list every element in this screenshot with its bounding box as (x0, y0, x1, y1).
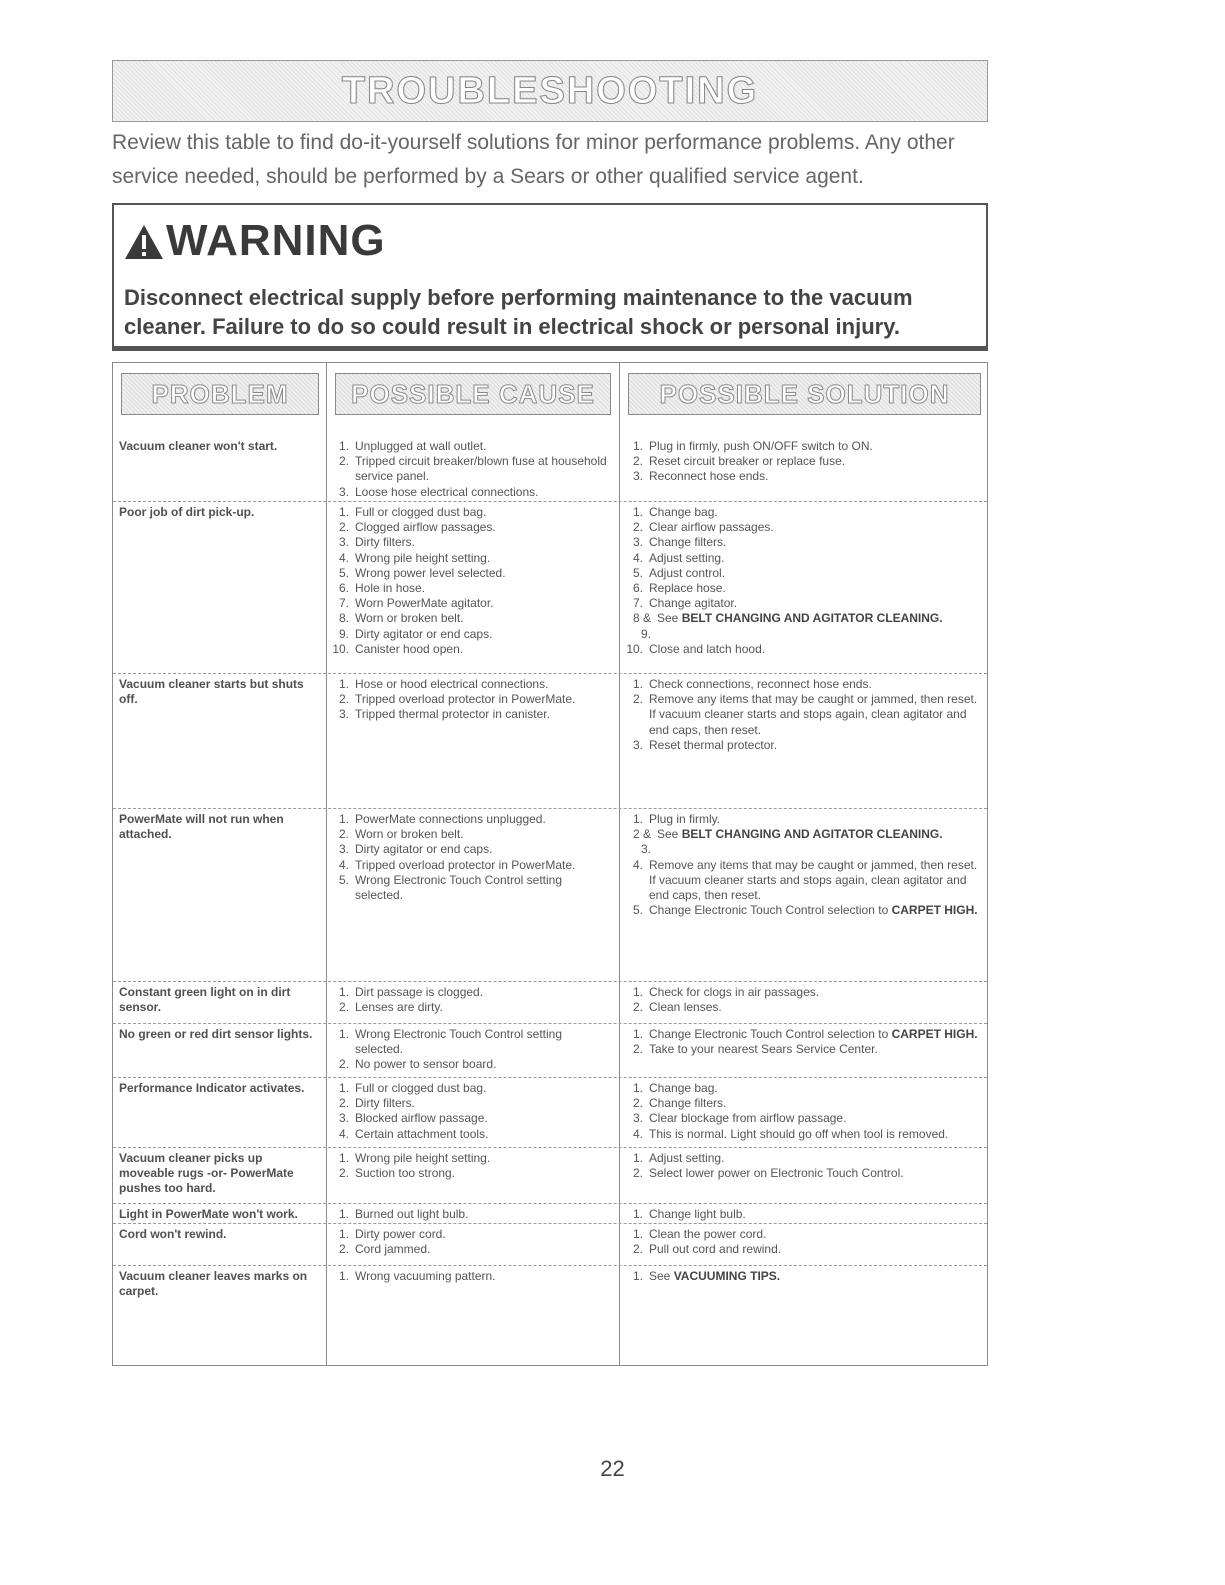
cause-item (331, 842, 611, 857)
problem-cell: Vacuum cleaner picks up moveable rugs -or- PowerMate pushes too hard. (119, 1151, 294, 1196)
problem-cell: Performance Indicator activates. (119, 1081, 305, 1095)
cause-number: 5. (338, 872, 349, 887)
solution-item (625, 505, 981, 520)
solution-item (625, 1242, 981, 1257)
cause-text: Hose or hood electrical connections. (355, 677, 549, 691)
cause-number: 1. (338, 1081, 349, 1095)
cause-item (331, 551, 611, 566)
cause-item (331, 627, 611, 642)
solution-text: Adjust setting. (649, 1151, 725, 1165)
cause-text: Dirty power cord. (355, 1227, 446, 1241)
section-reference: BELT CHANGING AND AGITATOR CLEANING. (678, 827, 943, 842)
solution-item (625, 596, 981, 611)
solution-number: 1. (632, 1151, 643, 1165)
cause-cell (331, 1151, 611, 1181)
header-problem: PROBLEM (121, 373, 319, 415)
cause-text: Wrong vacuuming pattern. (355, 1269, 496, 1283)
warning-text: Disconnect electrical supply before performing maintenance to the vacuum cleaner. Failure to do so could result in electrical shock or personal injury. (124, 285, 913, 339)
solution-text: This is normal. Light should go off when tool is removed. (649, 1126, 949, 1141)
cause-item (331, 1000, 611, 1015)
solution-cell (625, 677, 981, 753)
cause-cell (331, 505, 611, 657)
solution-number: 3. (632, 737, 643, 752)
cause-number: 2. (338, 1166, 349, 1181)
row-separator (113, 981, 987, 982)
cause-number: 4. (338, 1126, 349, 1141)
cause-text: Worn or broken belt. (355, 827, 464, 842)
solution-number: 1. (632, 1269, 643, 1283)
cause-text: No power to sensor board. (355, 1057, 497, 1072)
solution-text: Reset circuit breaker or replace fuse. (649, 454, 846, 469)
cause-number: 3. (338, 1111, 349, 1126)
solution-item (625, 1227, 981, 1242)
cause-item (331, 985, 611, 1000)
page-number: 22 (600, 1456, 625, 1481)
solution-cell (625, 985, 981, 1015)
solution-item (625, 1000, 981, 1015)
solution-text: Check connections, reconnect hose ends. (649, 677, 872, 691)
solution-item (625, 454, 981, 469)
solution-text: See VACUUMING TIPS. (649, 1269, 781, 1283)
solution-item (625, 535, 981, 550)
cause-text: Tripped overload protector in PowerMate. (355, 692, 576, 707)
warning-header (124, 217, 386, 265)
solution-number: 3. (632, 535, 643, 550)
solution-text: Change Electronic Touch Control selection to CARPET HIGH. (649, 1027, 978, 1041)
cause-cell (331, 985, 611, 1015)
cause-number: 1. (338, 677, 349, 691)
cause-item (331, 485, 611, 500)
solution-text: Select lower power on Electronic Touch Control. (649, 1166, 904, 1181)
cause-item (331, 858, 611, 873)
problem-cell: Cord won't rewind. (119, 1227, 227, 1241)
cause-cell (331, 677, 611, 723)
solution-number: 1. (632, 1027, 643, 1041)
solution-item (625, 903, 981, 918)
cause-number: 1. (338, 1227, 349, 1241)
cause-text: Wrong pile height setting. (355, 1151, 491, 1165)
cause-text: Full or clogged dust bag. (355, 1081, 487, 1095)
cause-cell (331, 439, 611, 500)
cause-item (331, 581, 611, 596)
cause-text: Tripped thermal protector in canister. (355, 707, 550, 722)
cause-item (331, 439, 611, 454)
column-divider (619, 363, 620, 1365)
troubleshooting-title-bar (112, 60, 988, 122)
solution-text: Change bag. (649, 505, 718, 519)
cause-item (331, 692, 611, 707)
solution-item (625, 692, 981, 738)
solution-text: Adjust control. (649, 565, 726, 580)
cause-text: Wrong pile height setting. (355, 550, 491, 565)
cause-cell (331, 1027, 611, 1073)
solution-number: 1. (632, 1227, 643, 1241)
cause-item (331, 535, 611, 550)
cause-item (331, 1111, 611, 1126)
cause-item (331, 1166, 611, 1181)
cause-text: Suction too strong. (355, 1166, 456, 1181)
solution-text: Change light bulb. (649, 1207, 746, 1221)
row-separator (113, 1265, 987, 1266)
solution-number: 4. (632, 1126, 643, 1141)
solution-number: 2. (632, 1000, 643, 1015)
cause-text: Tripped circuit breaker/blown fuse at household service panel. (355, 454, 607, 484)
header-possible-solution: POSSIBLE SOLUTION (628, 373, 981, 415)
solution-text: Check for clogs in air passages. (649, 985, 820, 999)
cause-number: 1. (338, 1207, 349, 1221)
column-divider (326, 363, 327, 1365)
cause-item (331, 1151, 611, 1166)
cause-text: Wrong Electronic Touch Control setting selected. (355, 872, 562, 903)
cause-number: 2. (338, 1096, 349, 1111)
cause-number: 2. (338, 1057, 349, 1072)
cause-item (331, 1096, 611, 1111)
cause-item (331, 873, 611, 903)
cause-text: Dirty agitator or end caps. (355, 626, 493, 641)
cause-number: 6. (338, 581, 349, 596)
solution-item (625, 1269, 981, 1284)
solution-item (625, 677, 981, 692)
cause-item (331, 1127, 611, 1142)
solution-item (625, 642, 981, 657)
problem-cell: Poor job of dirt pick-up. (119, 505, 255, 519)
problem-cell: Vacuum cleaner won't start. (119, 439, 278, 453)
cause-number: 3. (338, 707, 349, 722)
intro-paragraph: Review this table to find do-it-yourself solutions for minor performance problems. Any other service needed, should be performed by a Sears or other qualified service agent. (112, 131, 955, 188)
solution-number: 2. (632, 520, 643, 535)
solution-text: Change filters. (649, 535, 727, 550)
cause-cell (331, 1227, 611, 1257)
solution-text: Plug in firmly. (649, 812, 721, 826)
problem-cell: No green or red dirt sensor lights. (119, 1027, 313, 1041)
section-reference: CARPET HIGH. (888, 903, 978, 918)
solution-item (625, 985, 981, 1000)
cause-item (331, 505, 611, 520)
cause-item (331, 827, 611, 842)
cause-number: 8. (338, 611, 349, 626)
cause-number: 1. (338, 439, 349, 453)
cause-number: 2. (338, 827, 349, 842)
cause-item (331, 1242, 611, 1257)
solution-number: 1. (632, 812, 643, 826)
solution-text: Clean lenses. (649, 1000, 722, 1015)
problem-cell: PowerMate will not run when attached. (119, 812, 284, 842)
row-separator (113, 1223, 987, 1224)
cause-text: Clogged airflow passages. (355, 520, 496, 535)
cause-number: 2. (338, 520, 349, 535)
solution-item (625, 1207, 981, 1222)
solution-item (625, 1151, 981, 1166)
solution-cell (625, 1027, 981, 1057)
solution-number: 2 & 3. (632, 827, 651, 857)
cause-text: Dirty filters. (355, 535, 415, 550)
cause-item (331, 520, 611, 535)
solution-text: Clear blockage from airflow passage. (649, 1111, 847, 1126)
cause-number: 2. (338, 1242, 349, 1257)
cause-text: Loose hose electrical connections. (355, 484, 539, 499)
solution-cell (625, 439, 981, 485)
solution-item (625, 469, 981, 484)
solution-text: Replace hose. (649, 581, 726, 596)
solution-text: Reconnect hose ends. (649, 469, 769, 484)
solution-item (625, 551, 981, 566)
solution-number: 1. (632, 439, 643, 453)
cause-text: Burned out light bulb. (355, 1207, 469, 1221)
solution-text: Remove any items that may be caught or jammed, then reset. If vacuum cleaner starts and stops again, clean agitator and end caps, then reset. (649, 857, 978, 903)
solution-item (625, 520, 981, 535)
solution-cell (625, 812, 981, 918)
solution-text: Change filters. (649, 1096, 727, 1111)
row-separator (113, 808, 987, 809)
solution-number: 2. (632, 1166, 643, 1181)
section-reference: BELT CHANGING AND AGITATOR CLEANING. (678, 611, 943, 626)
solution-text: Reset thermal protector. (649, 737, 778, 752)
solution-number: 2. (632, 454, 643, 469)
cause-cell (331, 812, 611, 903)
cause-item (331, 1081, 611, 1096)
solution-text: Change agitator. (649, 596, 738, 611)
cause-number: 4. (338, 857, 349, 872)
section-reference: VACUUMING TIPS. (670, 1269, 781, 1283)
solution-cell (625, 1227, 981, 1257)
solution-number: 2. (632, 1096, 643, 1111)
solution-number: 7. (632, 596, 643, 611)
solution-item (625, 858, 981, 904)
solution-item (625, 1096, 981, 1111)
cause-text: Tripped overload protector in PowerMate. (355, 857, 576, 872)
solution-item (625, 566, 981, 581)
cause-number: 3. (338, 842, 349, 857)
cause-text: Dirty agitator or end caps. (355, 842, 493, 857)
cause-text: PowerMate connections unplugged. (355, 812, 546, 826)
solution-item (625, 1127, 981, 1142)
cause-cell (331, 1081, 611, 1142)
solution-cell (625, 1207, 981, 1222)
solution-item (625, 1111, 981, 1126)
solution-item (625, 827, 981, 857)
solution-item (625, 1042, 981, 1057)
cause-text: Wrong Electronic Touch Control setting selected. (355, 1027, 562, 1057)
cause-number: 1. (338, 505, 349, 519)
cause-text: Blocked airflow passage. (355, 1111, 488, 1126)
solution-item (625, 611, 981, 641)
cause-cell (331, 1207, 611, 1222)
row-separator (113, 673, 987, 674)
cause-item (331, 596, 611, 611)
solution-text: See BELT CHANGING AND AGITATOR CLEANING. (657, 827, 943, 842)
solution-text: Plug in firmly, push ON/OFF switch to ON. (649, 439, 873, 453)
solution-item (625, 1027, 981, 1042)
cause-item (331, 677, 611, 692)
solution-number: 1. (632, 677, 643, 691)
cause-text: Wrong power level selected. (355, 565, 506, 580)
solution-text: See BELT CHANGING AND AGITATOR CLEANING. (657, 611, 943, 626)
cause-item (331, 566, 611, 581)
warning-box (112, 203, 988, 351)
solution-number: 1. (632, 1207, 643, 1221)
cause-text: Full or clogged dust bag. (355, 505, 487, 519)
solution-text: Take to your nearest Sears Service Center. (649, 1042, 878, 1057)
solution-item (625, 1166, 981, 1181)
cause-number: 1. (338, 985, 349, 999)
solution-number: 10. (626, 641, 643, 656)
row-separator (113, 1147, 987, 1148)
cause-number: 4. (338, 550, 349, 565)
cause-number: 2. (338, 454, 349, 469)
troubleshooting-table (112, 362, 988, 1366)
solution-number: 8 & 9. (632, 611, 651, 641)
cause-number: 2. (338, 1000, 349, 1015)
solution-item (625, 581, 981, 596)
cause-number: 9. (338, 626, 349, 641)
solution-text: Clear airflow passages. (649, 520, 774, 535)
cause-text: Lenses are dirty. (355, 1000, 443, 1015)
cause-text: Dirty filters. (355, 1096, 415, 1111)
cause-number: 1. (338, 1027, 349, 1041)
solution-number: 5. (632, 565, 643, 580)
solution-number: 6. (632, 581, 643, 596)
cause-number: 7. (338, 596, 349, 611)
problem-cell: Vacuum cleaner starts but shuts off. (119, 677, 304, 707)
solution-text: Close and latch hood. (649, 641, 766, 656)
solution-number: 3. (632, 1111, 643, 1126)
cause-item (331, 642, 611, 657)
cause-item (331, 1027, 611, 1057)
solution-item (625, 439, 981, 454)
cause-text: Canister hood open. (355, 641, 464, 656)
warning-triangle-icon (124, 223, 164, 261)
cause-item (331, 1227, 611, 1242)
row-separator (113, 1077, 987, 1078)
warning-title: WARNING (166, 216, 386, 265)
header-possible-cause: POSSIBLE CAUSE (335, 373, 611, 415)
solution-item (625, 812, 981, 827)
cause-cell (331, 1269, 611, 1284)
cause-item (331, 1269, 611, 1284)
cause-item (331, 707, 611, 722)
solution-number: 4. (632, 857, 643, 872)
solution-item (625, 1081, 981, 1096)
solution-cell (625, 1151, 981, 1181)
cause-item (331, 812, 611, 827)
cause-item (331, 1207, 611, 1222)
solution-text: Clean the power cord. (649, 1227, 767, 1241)
solution-text: Change Electronic Touch Control selection to CARPET HIGH. (649, 903, 978, 918)
problem-cell: Light in PowerMate won't work. (119, 1207, 298, 1221)
cause-item (331, 1057, 611, 1072)
solution-number: 2. (632, 692, 643, 707)
page-title: TROUBLESHOOTING (341, 69, 759, 112)
cause-number: 1. (338, 812, 349, 826)
row-separator (113, 1023, 987, 1024)
solution-number: 1. (632, 1081, 643, 1095)
solution-number: 1. (632, 985, 643, 999)
cause-text: Unplugged at wall outlet. (355, 439, 487, 453)
solution-number: 2. (632, 1242, 643, 1257)
problem-cell: Constant green light on in dirt sensor. (119, 985, 291, 1015)
solution-cell (625, 505, 981, 657)
solution-cell (625, 1269, 981, 1284)
cause-number: 3. (338, 535, 349, 550)
solution-text: Remove any items that may be caught or jammed, then reset. If vacuum cleaner starts and stops again, clean agitator and end caps, then reset. (649, 692, 978, 737)
cause-number: 5. (338, 565, 349, 580)
solution-text: Change bag. (649, 1081, 718, 1095)
section-reference: CARPET HIGH. (888, 1027, 978, 1041)
solution-number: 2. (632, 1042, 643, 1057)
cause-item (331, 454, 611, 484)
solution-cell (625, 1081, 981, 1142)
solution-number: 4. (632, 550, 643, 565)
cause-number: 2. (338, 692, 349, 707)
problem-cell: Vacuum cleaner leaves marks on carpet. (119, 1269, 308, 1299)
cause-number: 3. (338, 484, 349, 499)
cause-text: Worn PowerMate agitator. (355, 596, 494, 611)
solution-number: 3. (632, 469, 643, 484)
solution-number: 1. (632, 505, 643, 519)
cause-item (331, 611, 611, 626)
solution-text: Pull out cord and rewind. (649, 1242, 782, 1257)
solution-number: 5. (632, 903, 643, 918)
solution-text: Adjust setting. (649, 550, 725, 565)
cause-number: 1. (338, 1269, 349, 1283)
cause-text: Dirt passage is clogged. (355, 985, 484, 999)
cause-number: 1. (338, 1151, 349, 1165)
solution-item (625, 738, 981, 753)
row-separator (113, 501, 987, 502)
cause-text: Cord jammed. (355, 1242, 431, 1257)
cause-text: Hole in hose. (355, 581, 426, 596)
row-separator (113, 1203, 987, 1204)
cause-number: 10. (332, 641, 349, 656)
cause-text: Worn or broken belt. (355, 611, 464, 626)
cause-text: Certain attachment tools. (355, 1126, 489, 1141)
